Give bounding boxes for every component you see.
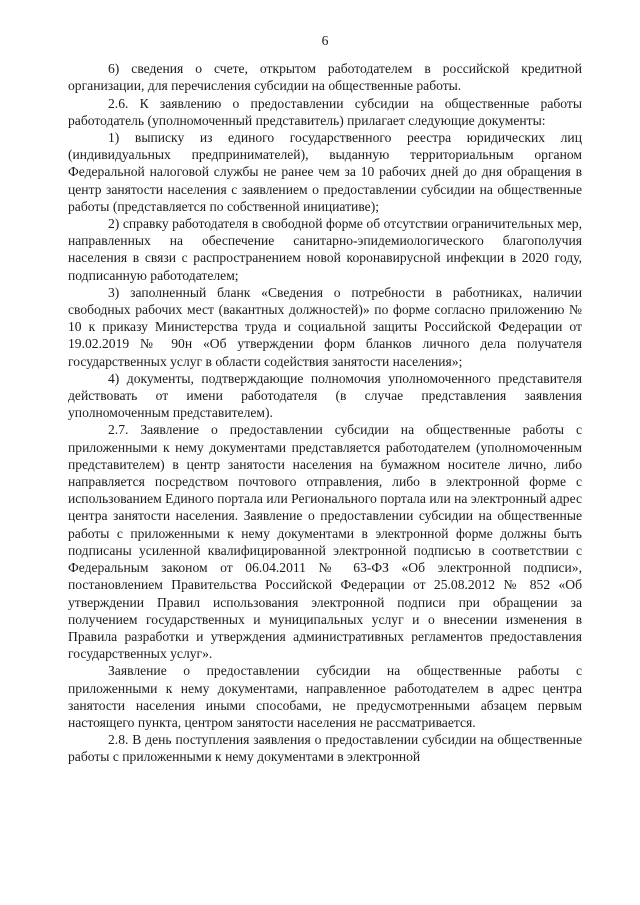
paragraph-2-8: 2.8. В день поступления заявления о предоставлении субсидии на общественные работы с приложенными к нему документами в электронной: [68, 732, 582, 765]
document-body: [68, 60, 582, 765]
list-item-1: 1) выписку из единого государственного реестра юридических лиц (индивидуальных предпринимателей), выданную территориальным органом Федеральной налоговой службы не ранее чем за 10 рабочих дней до дня обращения в центр занятости населения с заявлением о предоставлении субсидии на общественные работы (представляется по собственной инициативе);: [68, 130, 582, 214]
paragraph-bank-account: 6) сведения о счете, открытом работодателем в российской кредитной организации, для перечисления субсидии на общественные работы.: [68, 61, 582, 94]
list-item-2: 2) справку работодателя в свободной форме об отсутствии ограничительных мер, направленных на обеспечение санитарно-эпидемиологического благополучия населения в связи с распространением новой коронавирусной инфекции в 2020 году, подписанную работодателем;: [68, 216, 582, 283]
paragraph-2-7-second: Заявление о предоставлении субсидии на общественные работы с приложенными к нему документами, направленное работодателем в адрес центра занятости населения иными способами, не предусмотренными абзацем первым настоящего пункта, центром занятости населения не рассматривается.: [68, 663, 582, 730]
paragraph-2-7: 2.7. Заявление о предоставлении субсидии на общественные работы с приложенными к нему документами представляется работодателем (уполномоченным представителем) в центр занятости населения на бумажном носителе лично, либо направляется посредством почтового отправления, либо в электронной форме с использованием Единого портала или Регионального портала или на электронный адрес центра занятости населения. Заявление о предоставлении субсидии на общественные работы с приложенными к нему документами в электронной форме должны быть подписаны усиленной квалифицированной электронной подписью в соответствии с Федеральным законом от 06.04.2011 № 63-ФЗ «Об электронной подписи», постановлением Правительства Российской Федерации от 25.08.2012 № 852 «Об утверждении Правил использования электронной подписи при обращении за получением государственных и муниципальных услуг и о внесении изменения в Правила разработки и утверждения административных регламентов предоставления государственных услуг».: [68, 422, 582, 662]
page-number: 6: [321, 33, 329, 48]
list-item-3: 3) заполненный бланк «Сведения о потребности в работниках, наличии свободных рабочих мест (вакантных должностей)» по форме согласно приложению № 10 к приказу Министерства труда и социальной защиты Российской Федерации от 19.02.2019 № 90н «Об утверждении форм бланков личного дела получателя государственных услуг в области содействия занятости населения»;: [68, 284, 582, 369]
list-item-4: 4) документы, подтверждающие полномочия уполномоченного представителя действовать от имени работодателя (в случае представления заявления уполномоченным представителем).: [68, 370, 582, 421]
paragraph-2-6: 2.6. К заявлению о предоставлении субсидии на общественные работы работодатель (уполномоченный представитель) прилагает следующие документы:: [68, 95, 582, 128]
